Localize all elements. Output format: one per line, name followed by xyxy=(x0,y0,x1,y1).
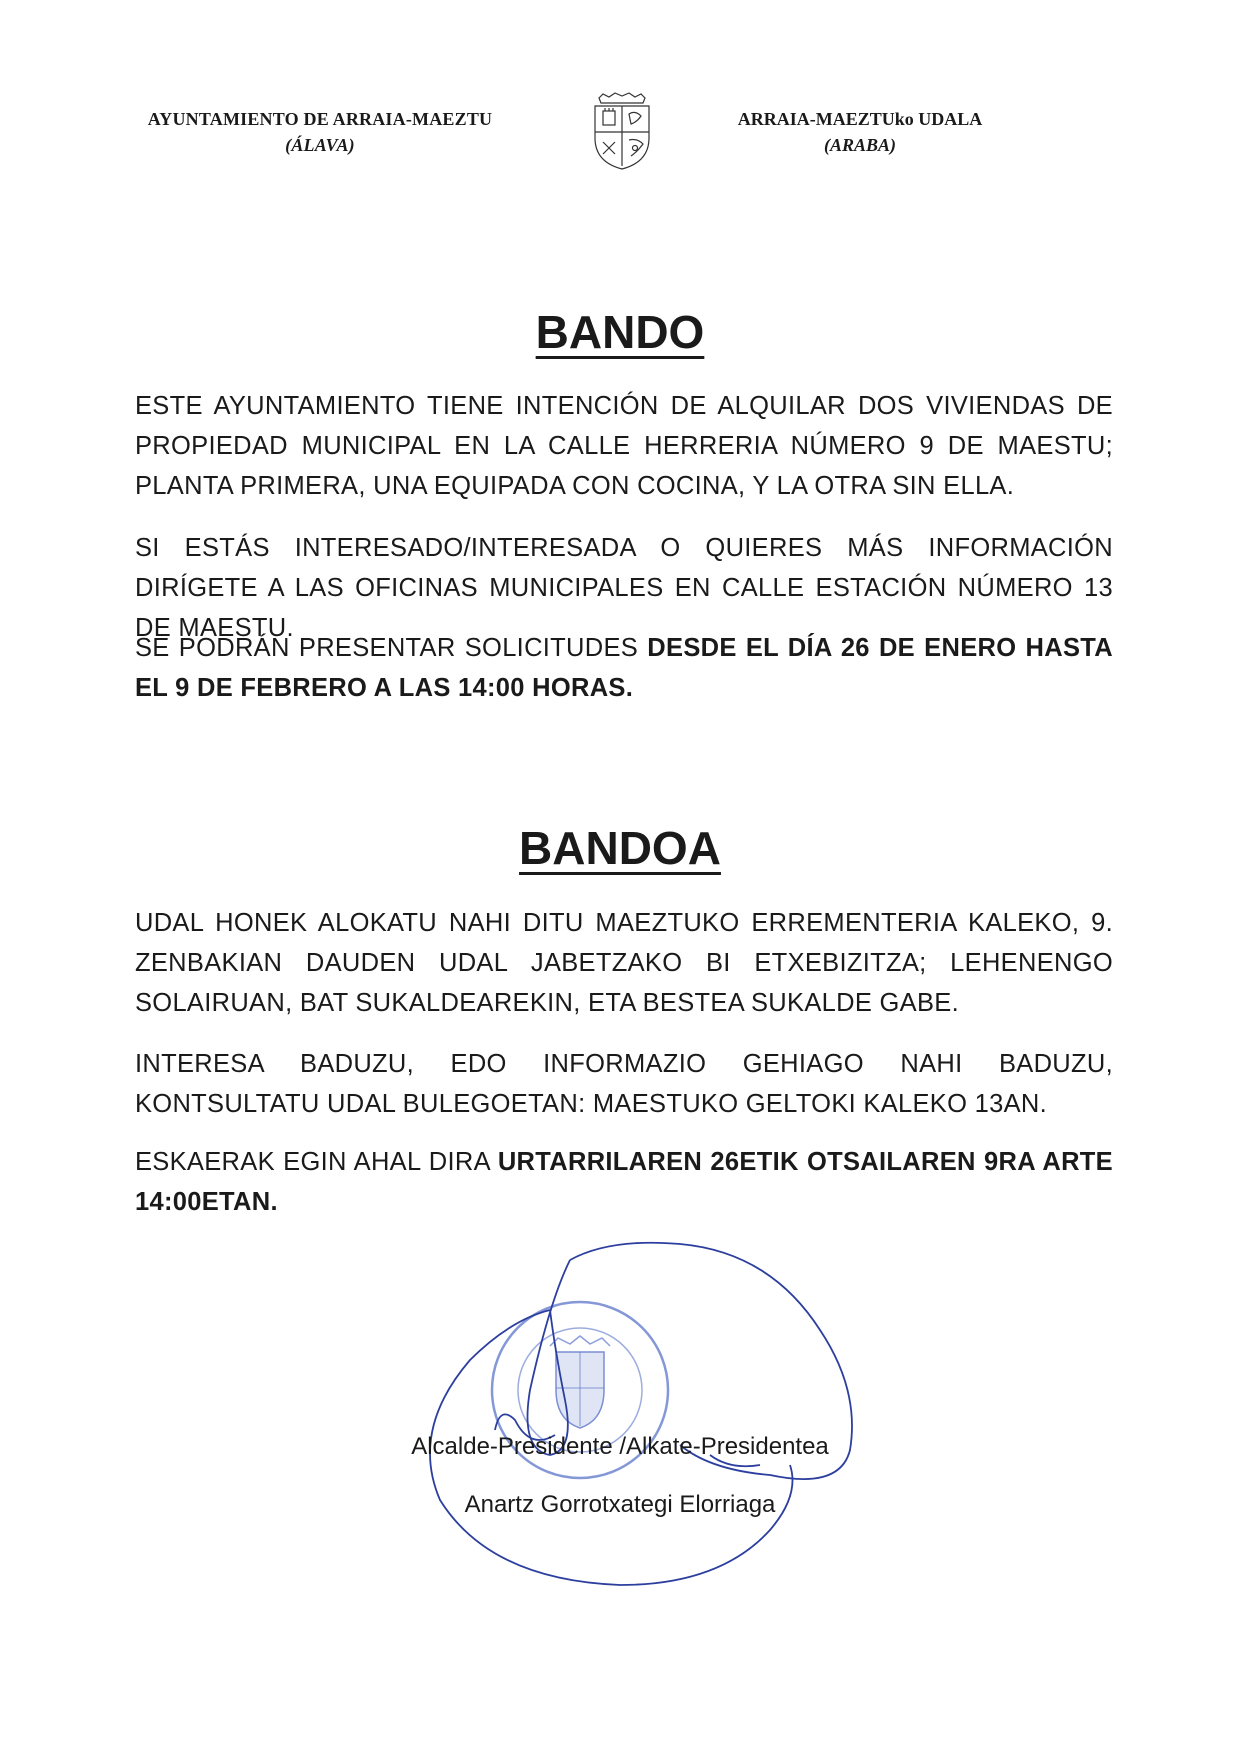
basque-paragraph-2: INTERESA BADUZU, EDO INFORMAZIO GEHIAGO NAHI BADUZU, KONTSULTATU UDAL BULEGOETAN: MAESTUKO GELTOKI KALEKO 13AN. xyxy=(135,1050,1113,1118)
spanish-paragraph-2: SI ESTÁS INTERESADO/INTERESADA O QUIERES MÁS INFORMACIÓN DIRÍGETE A LAS OFICINAS MUNICIPALES EN CALLE ESTACIÓN NÚMERO 13 DE MAESTU. xyxy=(135,534,1113,642)
signatory-name: Anartz Gorrotxategi Elorriaga xyxy=(464,1491,776,1518)
handwritten-signature xyxy=(430,1243,852,1585)
spanish-paragraph-1: ESTE AYUNTAMIENTO TIENE INTENCIÓN DE ALQUILAR DOS VIVIENDAS DE PROPIEDAD MUNICIPAL EN LA CALLE HERRERIA NÚMERO 9 DE MAESTU; PLANTA PRIMERA, UNA EQUIPADA CON COCINA, Y LA OTRA SIN ELLA. xyxy=(135,392,1113,500)
header-right xyxy=(720,106,1000,158)
spanish-paragraph-3-lead: SE PODRÁN PRESENTAR SOLICITUDES xyxy=(135,634,639,662)
header-right-line1: ARRAIA-MAEZTUko UDALA xyxy=(737,109,983,129)
basque-paragraph-3 xyxy=(135,1142,1113,1222)
basque-paragraph-3-lead: ESKAERAK EGIN AHAL DIRA xyxy=(135,1148,490,1176)
header-left-line2: (ÁLAVA) xyxy=(285,135,355,155)
signatory-role: Alcalde-Presidente /Alkate-Presidentea xyxy=(411,1433,829,1460)
header-right-line2: (ARABA) xyxy=(823,135,897,155)
spanish-paragraph-3-dates: DESDE EL DÍA 26 DE ENERO HASTA EL 9 DE FEBRERO A LAS 14:00 HORAS. xyxy=(135,634,1113,702)
coat-of-arms-icon xyxy=(589,92,655,172)
bandoa-title: BANDOA xyxy=(519,822,721,874)
header-left xyxy=(130,106,510,158)
header-left-line1: AYUNTAMIENTO DE ARRAIA-MAEZTU xyxy=(147,109,493,129)
basque-paragraph-1: UDAL HONEK ALOKATU NAHI DITU MAEZTUKO ERREMENTERIA KALEKO, 9. ZENBAKIAN DAUDEN UDAL JABETZAKO BI ETXEBIZITZA; LEHENENGO SOLAIRUAN, BAT SUKALDEAREKIN, ETA BESTEA SUKALDE GABE. xyxy=(135,909,1113,1017)
spanish-paragraph-3 xyxy=(135,628,1113,708)
signature-and-stamp xyxy=(380,1240,900,1600)
document-header xyxy=(0,92,1240,182)
bando-title: BANDO xyxy=(535,306,705,358)
basque-paragraph-3-dates: URTARRILAREN 26ETIK OTSAILAREN 9RA ARTE 14:00ETAN. xyxy=(135,1148,1113,1216)
